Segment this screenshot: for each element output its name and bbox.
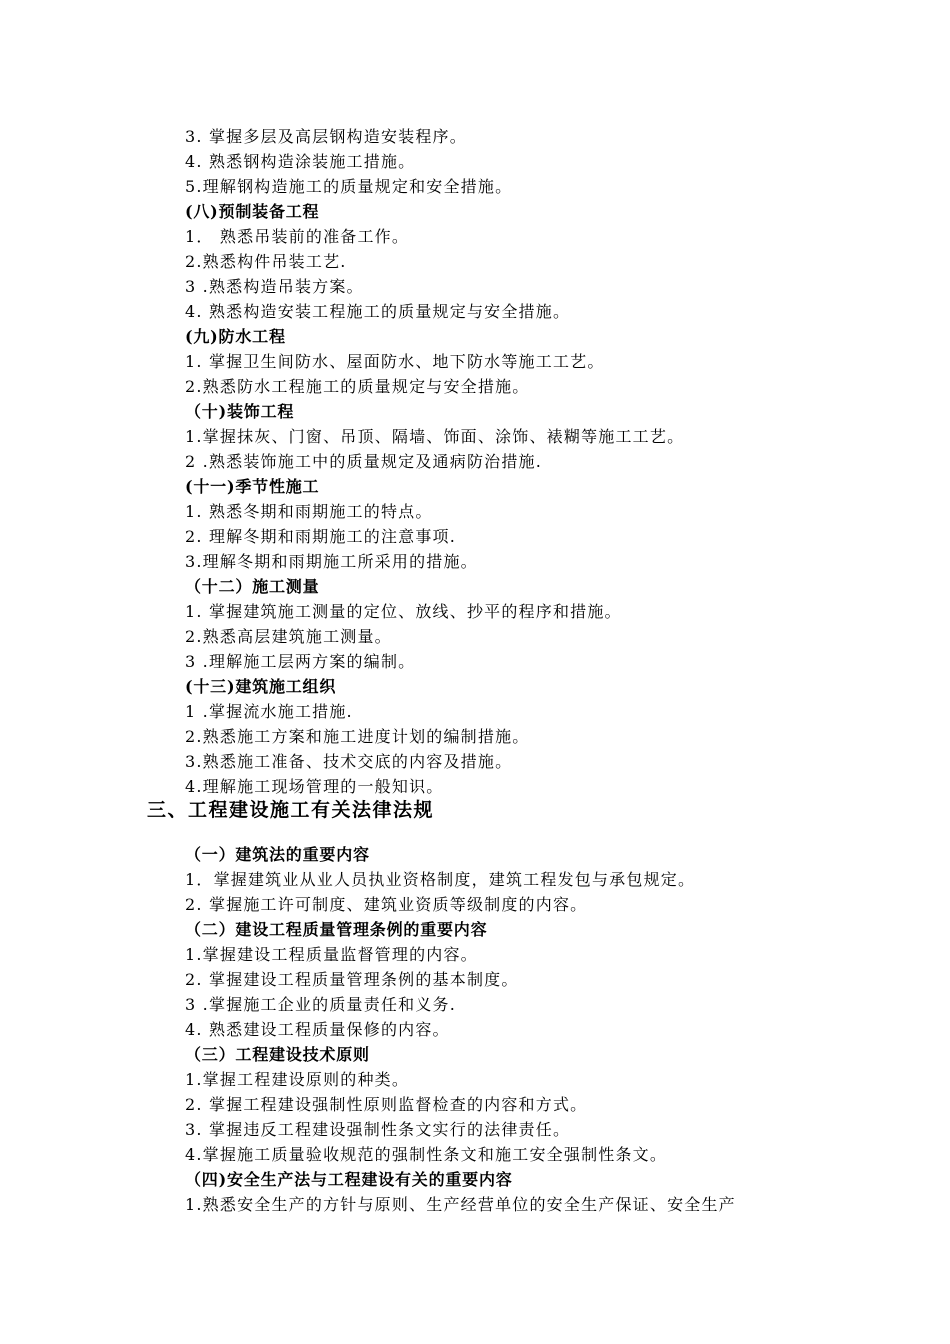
list-item: 4. 熟悉建设工程质量保修的内容。 [185, 1020, 450, 1039]
list-item: 1.掌握工程建设原则的种类。 [185, 1070, 410, 1089]
list-item: 2 .熟悉装饰施工中的质量规定及通病防治措施. [185, 452, 543, 471]
list-item: 1 .掌握流水施工措施. [185, 702, 353, 721]
list-item: 2.熟悉高层建筑施工测量。 [185, 627, 392, 646]
list-item: 1.熟悉安全生产的方针与原则、生产经营单位的安全生产保证、安全生产 [185, 1195, 736, 1214]
list-item: 2. 理解冬期和雨期施工的注意事项. [185, 527, 457, 546]
subsection-heading: (十一)季节性施工 [185, 477, 320, 496]
list-item: 2.熟悉构件吊装工艺. [185, 252, 347, 271]
list-item: 3 .理解施工层两方案的编制。 [185, 652, 416, 671]
list-item: 3.理解冬期和雨期施工所采用的措施。 [185, 552, 478, 571]
list-item: 2.熟悉施工方案和施工进度计划的编制措施。 [185, 727, 530, 746]
list-item: 1. 掌握卫生间防水、屋面防水、地下防水等施工工艺。 [185, 352, 605, 371]
list-item: 4. 熟悉构造安装工程施工的质量规定与安全措施。 [185, 302, 571, 321]
list-item: 4.掌握施工质量验收规范的强制性条文和施工安全强制性条文。 [185, 1145, 668, 1164]
list-item: 1. 掌握建筑施工测量的定位、放线、抄平的程序和措施。 [185, 602, 622, 621]
subsection-heading: (九)防水工程 [185, 327, 286, 346]
list-item: 2.熟悉防水工程施工的质量规定与安全措施。 [185, 377, 530, 396]
subsection-heading: （一）建筑法的重要内容 [185, 845, 370, 864]
subsection-heading: （十二）施工测量 [185, 577, 320, 596]
list-item: 3.熟悉施工准备、技术交底的内容及措施。 [185, 752, 513, 771]
list-item: 2. 掌握建设工程质量管理条例的基本制度。 [185, 970, 519, 989]
list-item: 1． 熟悉吊装前的准备工作。 [185, 227, 410, 246]
list-item: 3 .掌握施工企业的质量责任和义务. [185, 995, 457, 1014]
section-heading: 三、工程建设施工有关法律法规 [147, 799, 435, 821]
list-item: 1.掌握抹灰、门窗、吊顶、隔墙、饰面、涂饰、裱糊等施工工艺。 [185, 427, 685, 446]
list-item: 2. 掌握工程建设强制性原则监督检查的内容和方式。 [185, 1095, 588, 1114]
list-item: 1. 熟悉冬期和雨期施工的特点。 [185, 502, 433, 521]
subsection-heading: （十)装饰工程 [185, 402, 295, 421]
list-item: 1.掌握建设工程质量监督管理的内容。 [185, 945, 478, 964]
list-item: 2. 掌握施工许可制度、建筑业资质等级制度的内容。 [185, 895, 588, 914]
list-item: 5.理解钢构造施工的质量规定和安全措施。 [185, 177, 513, 196]
subsection-heading: （四)安全生产法与工程建设有关的重要内容 [185, 1170, 513, 1189]
list-item: 3. 掌握多层及高层钢构造安装程序。 [185, 127, 467, 146]
list-item: 4. 熟悉钢构造涂装施工措施。 [185, 152, 416, 171]
subsection-heading: (八)预制装备工程 [185, 202, 320, 221]
subsection-heading: （三）工程建设技术原则 [185, 1045, 370, 1064]
subsection-heading: （二）建设工程质量管理条例的重要内容 [185, 920, 488, 939]
subsection-heading: (十三)建筑施工组织 [185, 677, 337, 696]
list-item: 3 .熟悉构造吊装方案。 [185, 277, 364, 296]
list-item: 1．掌握建筑业从业人员执业资格制度，建筑工程发包与承包规定。 [185, 870, 696, 889]
list-item: 3. 掌握违反工程建设强制性条文实行的法律责任。 [185, 1120, 571, 1139]
list-item: 4.理解施工现场管理的一般知识。 [185, 777, 444, 796]
